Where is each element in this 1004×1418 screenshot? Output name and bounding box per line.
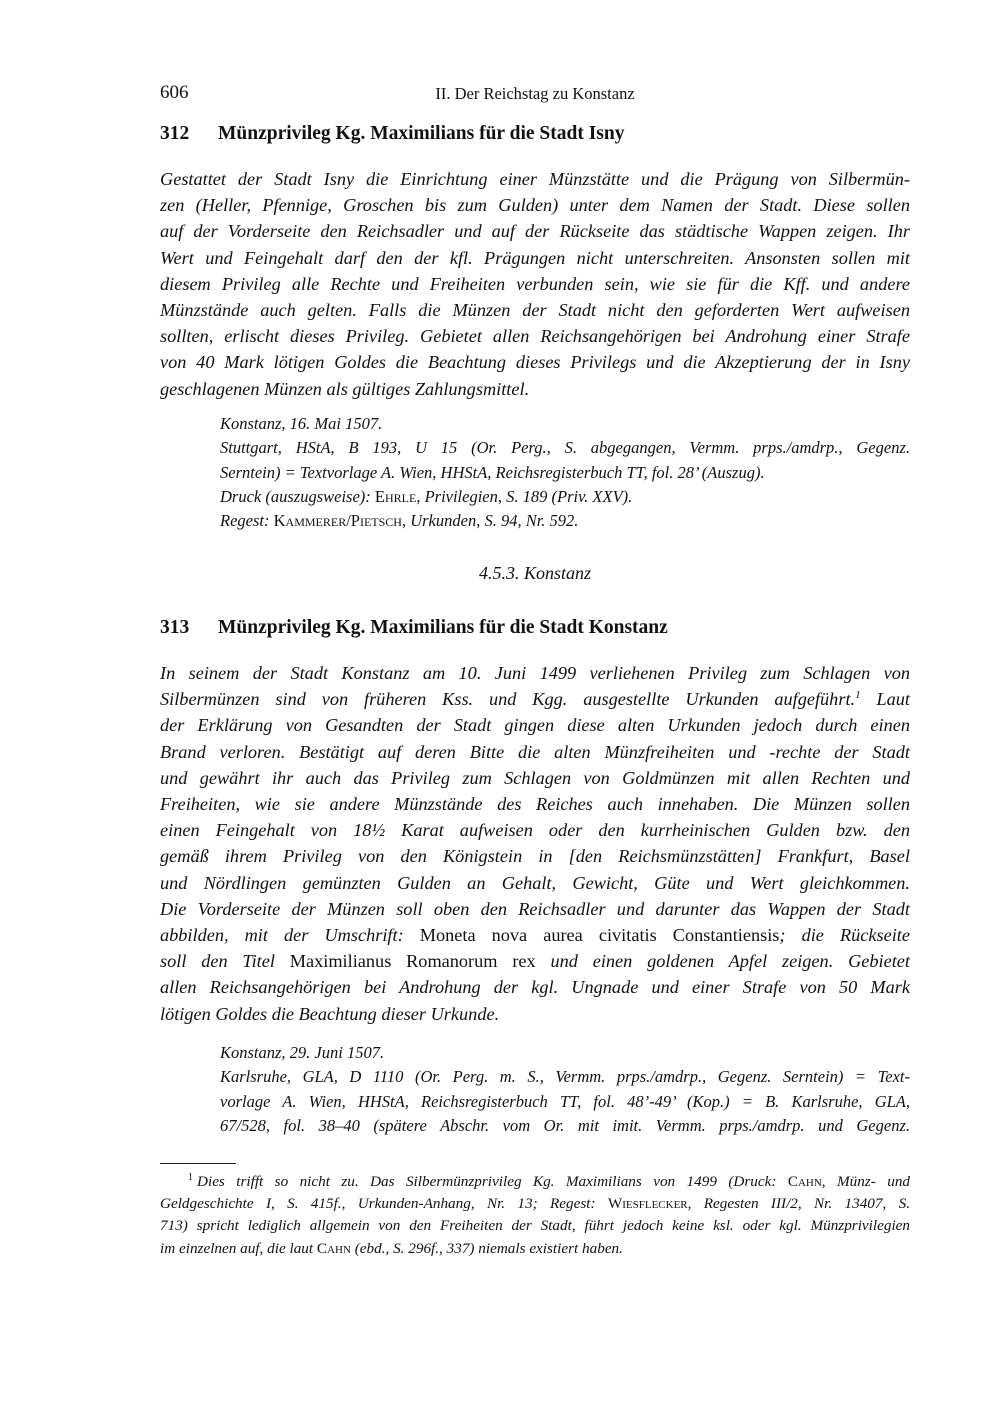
regest-line: einen Feingehalt von 18½ Karat aufweisen oder den kurrheinischen Gulden bzw. den [160,820,910,841]
quoted-inscription: Moneta nova aurea civitatis Constantiensis [419,925,780,946]
footnote-reference[interactable]: 1 [855,689,861,702]
footnote-text: Geldgeschichte I, S. 415f., Urkunden-Anhang, Nr. 13; Regest: [160,1195,596,1213]
regest-line: von 40 Mark lötigen Goldes die Beachtung dieses Privilegs und die Akzeptierung der in Isny [160,352,910,373]
regest-313 [160,660,910,1027]
footnote-line [160,1167,910,1193]
regest-line: allen Reichsangehörigen bei Androhung der kgl. Ungnade und einer Strafe von 50 Mark [160,977,910,998]
footnote-text: im einzelnen auf, die laut [160,1239,314,1257]
print-label: Druck (auszugsweise): [220,486,371,506]
author-name: Cahn [316,1239,351,1257]
regest-label: Regest: [220,511,270,531]
document-title-text: Münzprivileg Kg. Maximilians für die Stadt Konstanz [218,617,668,638]
regest-text: soll den Titel [160,951,275,972]
footnote-text: , Regesten III/2, Nr. 13407, S. [687,1195,911,1213]
document-number: 312 [160,123,190,144]
source-line: Karlsruhe, GLA, D 1110 (Or. Perg. m. S., Vermm. prps./amdrp., Gegenz. Serntein) = Text- [220,1067,910,1087]
regest-line: Wert und Feingehalt darf den der kfl. Prägungen nicht unterschreiten. Ansonsten sollen mit [160,247,910,268]
regest-text: und einen goldenen Apfel zeigen. Gebietet [550,951,910,972]
regest-line: Münzstände auch gelten. Falls die Münzen der Stadt nicht den geforderten Wert aufweisen [160,300,910,321]
source-line: 67/528, fol. 38–40 (spätere Abschr. vom Or. mit imit. Vermm. prps./amdrp. und Gegenz. [220,1115,910,1135]
regest-reference [220,509,910,533]
regest-312 [160,166,910,402]
source-apparatus-313 [220,1041,910,1138]
regest-line: diesem Privileg alle Rechte und Freiheiten verbunden sein, wie sie für die Kff. und andere [160,273,910,294]
document-number: 313 [160,617,190,638]
footnote-text: , Münz- und [821,1173,911,1191]
issue-date: Konstanz, 29. Juni 1507. [220,1043,385,1062]
footnote-1 [160,1167,910,1260]
regest-line: sollten, erlischt dieses Privileg. Gebietet allen Reichsangehörigen bei Androhung einer Strafe [160,326,910,347]
footnote-line [160,1238,910,1260]
regest-line: Die Vorderseite der Münzen soll oben den Reichsadler und darunter das Wappen der Stadt [160,898,910,919]
author-name: Cahn [787,1173,822,1191]
regest-text: Laut [876,689,910,710]
regest-line: und gewährt ihr auch das Privileg zum Schlagen von Goldmünzen mit allen Rechten und [160,767,910,788]
source-line: Stuttgart, HStA, B 193, U 15 (Or. Perg., S. abgegangen, Vermm. prps./amdrp., Gegenz. [220,438,910,458]
footnote-text: (ebd., S. 296f., 337) niemals existiert haben. [354,1239,623,1257]
author-name: Kammerer/Pietsch [273,511,402,531]
regest-line: gemäß ihrem Privileg von den Königstein in [den Reichsmünzstätten] Frankfurt, Basel [160,846,910,867]
regest-line: In seinem der Stadt Konstanz am 10. Juni 1499 verliehenen Privileg zum Schlagen von [160,663,910,683]
regest-line [160,686,910,712]
footnote-line: 713) spricht lediglich allgemein von den Freiheiten der Stadt, führt jedoch keine ksl. oder kgl. Münzprivilegien [160,1217,910,1235]
page-number: 606 [160,82,189,103]
footnote-line [160,1193,910,1215]
footnote-mark: 1 [188,1172,193,1183]
quoted-title: Maximilianus Romanorum rex [289,951,536,972]
issue-date: Konstanz, 16. Mai 1507. [220,414,383,433]
footnote-divider [160,1163,236,1164]
source-apparatus-312 [220,412,910,533]
footnote-text: Dies trifft so nicht zu. Das Silbermünzprivileg Kg. Maximilians von 1499 (Druck: [197,1173,777,1191]
running-head-title: II. Der Reichstag zu Konstanz [435,84,635,103]
regest-text: ; die Rückseite [779,925,910,946]
regest-text: abbilden, mit der Umschrift: [160,925,404,946]
print-citation: , Privilegien, S. 189 (Priv. XXV). [416,486,633,506]
regest-line: und Nördlingen gemünzten Gulden an Gehalt, Gewicht, Güte und Wert gleichkommen. [160,872,910,893]
regest-line: geschlagenen Münzen als gültiges Zahlungsmittel. [160,378,530,399]
running-head [160,82,910,108]
document-title-313 [160,617,668,639]
source-line: Serntein) = Textvorlage A. Wien, HHStA, Reichsregisterbuch TT, fol. 28’ (Auszug). [220,462,765,482]
regest-line: Gestattet der Stadt Isny die Einrichtung einer Münzstätte und die Prägung von Silbermün- [160,169,910,189]
regest-line: lötigen Goldes die Beachtung dieser Urkunde. [160,1003,500,1024]
author-name: Wiesflecker [607,1195,688,1213]
regest-line: zen (Heller, Pfennige, Groschen bis zum Gulden) unter dem Namen der Stadt. Diese sollen [160,195,910,216]
regest-text: Silbermünzen sind von früheren Kss. und Kgg. ausgestellte Urkunden aufgeführt. [160,689,856,710]
regest-line [160,922,910,948]
regest-line: der Erklärung von Gesandten der Stadt gingen diese alten Urkunden jedoch durch einen [160,715,910,736]
regest-line: auf der Vorderseite den Reichsadler und auf der Rückseite das städtische Wappen zeigen. Ihr [160,221,910,242]
regest-line: Freiheiten, wie sie andere Münzstände des Reiches auch innehaben. Die Münzen sollen [160,794,910,815]
section-heading: 4.5.3. Konstanz [478,563,592,583]
regest-citation: , Urkunden, S. 94, Nr. 592. [401,511,579,531]
regest-line [160,948,910,974]
document-title-text: Münzprivileg Kg. Maximilians für die Stadt Isny [218,123,625,144]
author-name: Ehrle [374,486,417,506]
document-title-312 [160,123,624,145]
regest-line: Brand verloren. Bestätigt auf deren Bitte die alten Münzfreiheiten und -rechte der Stadt [160,741,910,762]
source-line: vorlage A. Wien, HHStA, Reichsregisterbuch TT, fol. 48’-49’ (Kop.) = B. Karlsruhe, GLA, [220,1091,910,1111]
print-reference [220,485,910,509]
